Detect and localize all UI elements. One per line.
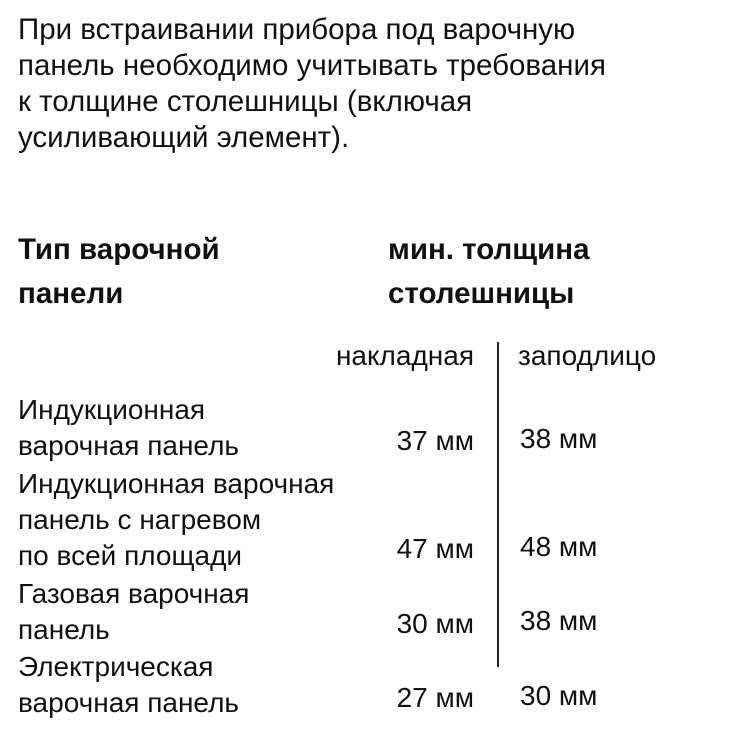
row-name-line: панель с нагревом [18,504,262,535]
row-name-line: варочная панель [18,430,239,461]
table-cell-induction-overlay: 37 мм [396,425,474,456]
intro-line-2: панель необходимо учитывать требования [18,49,606,82]
table-cell-induction-flush: 38 мм [520,423,598,454]
row-name-line: Газовая варочная [18,578,250,609]
table-cell-gas-overlay: 30 мм [396,608,474,639]
row-name-line: по всей площади [18,540,243,571]
column-header-hob-type-line-1: Тип варочной [18,233,220,266]
table-cell-electric-overlay: 27 мм [396,682,474,713]
row-name-line: Электрическая [18,651,214,682]
table-cell-full-area-flush: 48 мм [520,531,598,562]
column-header-min-thickness-line-2: столешницы [388,277,575,310]
row-name-line: панель [18,614,110,645]
row-name-line: Индукционная варочная [18,468,335,499]
subheader-flush: заподлицо [518,340,657,371]
row-name-line: Индукционная [18,394,206,425]
intro-line-4: усиливающий элемент). [18,121,350,154]
column-header-min-thickness [388,228,590,316]
row-name-line: варочная панель [18,687,239,718]
table-row-name-gas [18,576,249,648]
intro-line-1: При встраивании прибора под варочную [18,13,576,46]
column-divider [497,342,499,667]
intro-line-3: к толщине столешницы (включая [18,85,473,118]
column-header-hob-type [18,228,220,316]
table-cell-full-area-overlay: 47 мм [396,533,474,564]
table-row-name-induction [18,392,239,464]
table-cell-electric-flush: 30 мм [520,680,598,711]
table-cell-gas-flush: 38 мм [520,605,598,636]
subheader-overlay: накладная [335,340,474,371]
table-row-name-full-area-induction [18,466,334,574]
intro-paragraph [18,12,738,156]
table-row-name-electric [18,649,239,721]
column-header-min-thickness-line-1: мин. толщина [388,233,590,266]
column-header-hob-type-line-2: панели [18,277,124,310]
